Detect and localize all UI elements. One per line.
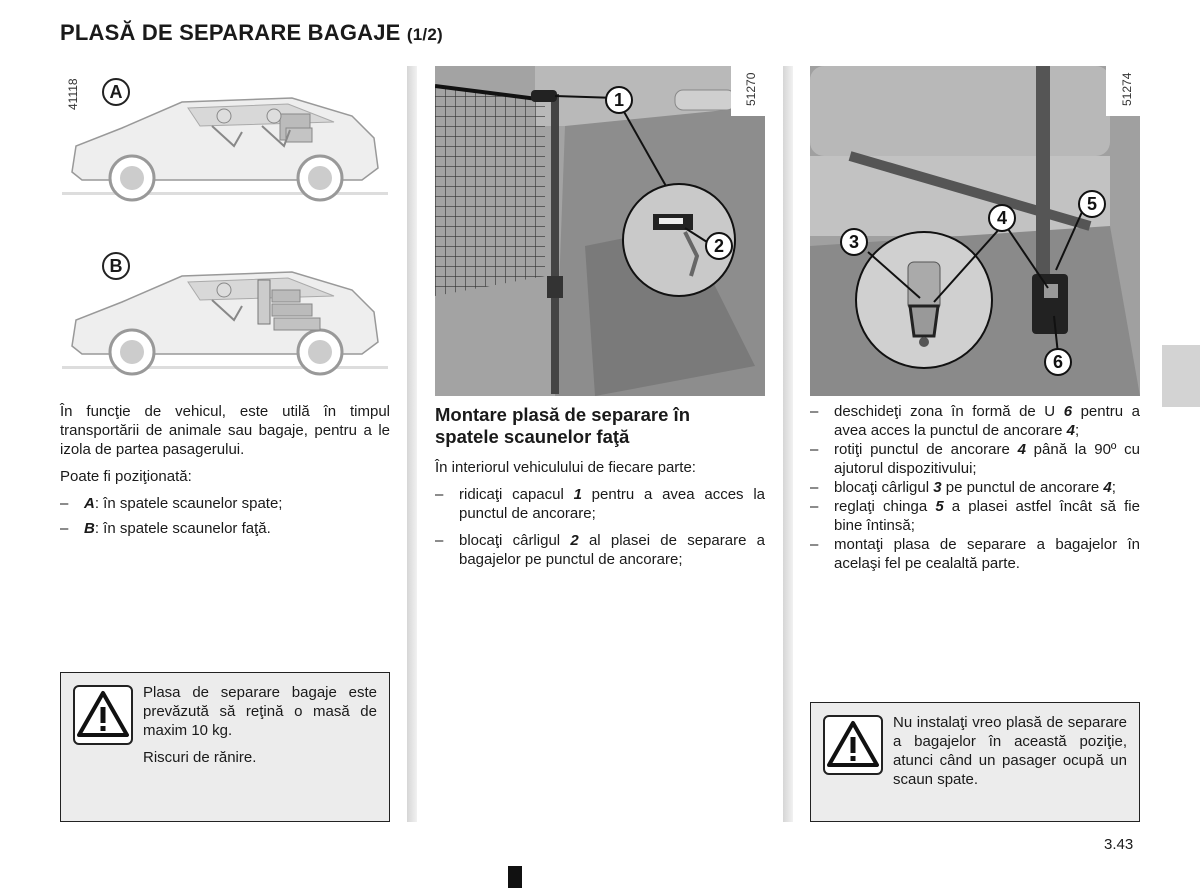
page-title-text: PLASĂ DE SEPARARE BAGAJE	[60, 20, 401, 45]
middle-intro: În interiorul vehiculului de fiecare parte:	[435, 459, 696, 476]
anchor-point-photo	[810, 66, 1140, 396]
callout-4: 4	[996, 208, 1008, 228]
list-item: – blocaţi cârligul 2 al plasei de separare a bagajelor pe punctul de ancorare;	[435, 532, 765, 568]
label-b: B	[102, 252, 130, 280]
column-divider-left	[407, 66, 417, 822]
warning-text-right: Nu instalaţi vreo plasă de separare a bagajelor în această poziţie, atunci când un pasager ocupă un scaun spate.	[893, 714, 1127, 788]
page-edge-mark	[508, 866, 522, 888]
callout-6: 6	[1052, 352, 1064, 372]
list-item: – deschideţi zona în formă de U 6 pentru a avea acces la punctul de ancorare 4;	[810, 403, 1140, 439]
left-text	[60, 402, 390, 538]
list-item: – A: în spatele scaunelor spate;	[60, 495, 283, 512]
intro-paragraph: În funcţie de vehicul, este utilă în timpul transportării de animale sau bagaje, pentru a le izola de partea pasagerului.	[60, 403, 390, 458]
warning-box-left	[60, 672, 390, 822]
warning-box-right	[810, 702, 1140, 822]
figure-ref-left: 41118	[66, 78, 80, 110]
list-item: – B: în spatele scaunelor faţă.	[60, 520, 271, 537]
warning-text-left: Plasa de separare bagaje este prevăzută să reţină o masă de maxim 10 kg. Riscuri de rănire.	[143, 684, 377, 766]
middle-text	[435, 458, 765, 569]
callout-5: 5	[1086, 194, 1098, 214]
warning-triangle-icon	[73, 685, 133, 745]
list-item: – ridicaţi capacul 1 pentru a avea acces la punctul de ancorare;	[435, 486, 765, 522]
cargo-net-photo	[435, 66, 765, 396]
callout-3: 3	[848, 232, 860, 252]
callout-1: 1	[613, 90, 625, 110]
list-item: – reglaţi chinga 5 a plasei astfel încât să fie bine întinsă;	[810, 498, 1140, 534]
car-illustration-b	[62, 250, 388, 390]
section-heading: Montare plasă de separare în spatele scaunelor faţă	[435, 404, 690, 447]
label-a: A	[102, 78, 130, 106]
page-title	[60, 20, 443, 46]
right-text	[810, 402, 1140, 573]
position-intro: Poate fi poziţionată:	[60, 468, 192, 485]
figure-ref-right: 51274	[1120, 72, 1134, 106]
warning-triangle-icon	[823, 715, 883, 775]
page-title-suffix: (1/2)	[406, 25, 443, 44]
page-number: 3.43	[1104, 836, 1134, 853]
list-item: – blocaţi cârligul 3 pe punctul de ancorare 4;	[810, 479, 1116, 496]
list-item: – rotiţi punctul de ancorare 4 până la 90º cu ajutorul dispozitivului;	[810, 441, 1140, 477]
figure-ref-middle: 51270	[744, 72, 758, 106]
column-divider-right	[783, 66, 793, 822]
list-item: – montaţi plasa de separare a bagajelor în acelaşi fel pe cealaltă parte.	[810, 536, 1140, 572]
car-illustration-a	[62, 76, 388, 216]
callout-2: 2	[713, 236, 725, 256]
chapter-tab	[1162, 345, 1200, 407]
